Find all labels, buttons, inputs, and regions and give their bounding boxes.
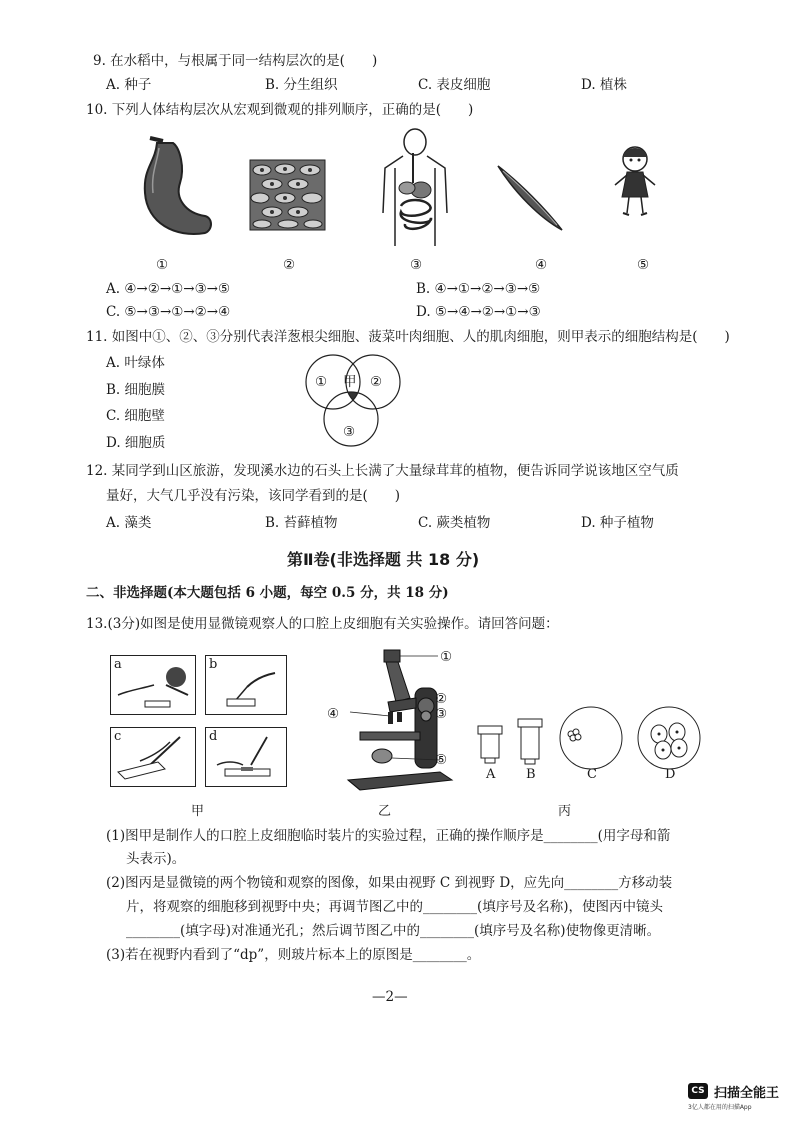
scanner-app-name: 扫描全能王	[714, 1086, 780, 1101]
procedure-panel-c	[110, 727, 196, 787]
figure-caption-yi: 乙	[378, 804, 392, 819]
q10-image-label-2: ②	[283, 257, 296, 273]
panel-letter-c: c	[114, 729, 122, 744]
objective-lens-a	[477, 725, 503, 765]
q13-sub2-line1: (2)图丙是显微镜的两个物镜和观察的图像，如果由视野 C 到视野 D，应先向________方移动装	[106, 875, 673, 891]
figure-caption-bing: 丙	[558, 804, 572, 819]
venn-label-1: ①	[315, 374, 328, 390]
q13-sub2-line3: ________(填字母)对准通光孔；然后调节图乙中的________(填序号及名称)使物像更清晰。	[126, 923, 661, 939]
girl-image	[610, 145, 660, 220]
panel-letter-b: b	[209, 657, 218, 672]
q11-option-c: C. 细胞壁	[106, 408, 165, 424]
q12-stem-line1: 12. 某同学到山区旅游，发现溪水边的石头上长满了大量绿茸茸的植物，便告诉同学说该地区空气质	[86, 463, 679, 479]
q9-stem: 9. 在水稻中，与根属于同一结构层次的是( )	[93, 53, 378, 69]
q12-option-d: D. 种子植物	[581, 515, 654, 531]
section2-description: 二、非选择题(本大题包括 6 小题，每空 0.5 分，共 18 分)	[86, 585, 449, 601]
microscope-label-1: ①	[440, 649, 453, 665]
venn-label-jia: 甲	[343, 374, 357, 390]
muscle-cell-image	[495, 163, 565, 233]
q13-sub3: (3)若在视野内看到了“dp”，则玻片标本上的原图是________。	[106, 947, 481, 963]
lens-label-d: D	[665, 767, 676, 782]
q13-stem: 13.(3分)如图是使用显微镜观察人的口腔上皮细胞有关实验操作。请回答问题：	[86, 616, 559, 632]
q11-option-b: B. 细胞膜	[106, 382, 166, 398]
q10-image-label-4: ④	[535, 257, 548, 273]
venn-label-3: ③	[343, 424, 356, 440]
lens-label-c: C	[587, 767, 597, 782]
q9-option-c: C. 表皮细胞	[418, 77, 491, 93]
section2-title: 第Ⅱ卷(非选择题 共 18 分)	[287, 550, 480, 569]
q12-option-b: B. 苔藓植物	[265, 515, 338, 531]
q11-stem: 11. 如图中①、②、③分别代表洋葱根尖细胞、菠菜叶肉细胞、人的肌肉细胞，则甲表示的细胞结构是( )	[86, 329, 730, 345]
scanner-app-tagline: 3亿人都在用的扫描App	[688, 1104, 752, 1111]
microscope-label-5: ⑤	[435, 752, 448, 768]
q10-option-c: C. ⑤→③→①→②→④	[106, 304, 231, 320]
field-of-view-c	[559, 706, 623, 770]
microscope-label-3: ③	[435, 706, 448, 722]
lens-label-a: A	[486, 767, 496, 782]
page-number: —2—	[372, 989, 408, 1005]
q10-option-a: A. ④→②→①→③→⑤	[106, 281, 231, 297]
q12-option-a: A. 藻类	[106, 515, 152, 531]
stomach-image	[135, 138, 215, 248]
lens-label-b: B	[526, 767, 536, 782]
q10-option-b: B. ④→①→②→③→⑤	[416, 281, 541, 297]
q12-stem-line2: 量好，大气几乎没有污染，该同学看到的是( )	[106, 488, 401, 504]
q10-option-d: D. ⑤→④→②→①→③	[416, 304, 541, 320]
q9-option-a: A. 种子	[106, 77, 152, 93]
q9-option-d: D. 植株	[581, 77, 627, 93]
q10-image-label-5: ⑤	[637, 257, 650, 273]
q10-image-label-1: ①	[156, 257, 169, 273]
microscope-label-2: ②	[435, 691, 448, 707]
q10-stem: 10. 下列人体结构层次从宏观到微观的排列顺序，正确的是( )	[86, 102, 474, 118]
q13-sub1-line2: 头表示)。	[126, 851, 186, 867]
figure-caption-jia: 甲	[191, 804, 205, 819]
q12-option-c: C. 蕨类植物	[418, 515, 491, 531]
q13-sub1-line1: (1)图甲是制作人的口腔上皮细胞临时装片的实验过程，正确的操作顺序是________(用字母和箭	[106, 828, 671, 844]
q11-option-d: D. 细胞质	[106, 435, 166, 451]
panel-letter-a: a	[114, 657, 122, 672]
procedure-panel-a	[110, 655, 196, 715]
tissue-image	[250, 160, 325, 230]
q10-image-label-3: ③	[410, 257, 423, 273]
q13-sub2-line2: 片，将观察的细胞移到视野中央；再调节图乙中的________(填序号及名称)，使图丙中镜头	[126, 899, 664, 915]
scanner-logo-icon: CS	[688, 1083, 708, 1099]
q9-option-b: B. 分生组织	[265, 77, 338, 93]
objective-lens-b	[517, 718, 543, 766]
human-body-system-image	[375, 128, 455, 253]
panel-letter-d: d	[209, 729, 218, 744]
venn-label-2: ②	[370, 374, 383, 390]
venn-diagram	[298, 352, 413, 457]
q11-option-a: A. 叶绿体	[106, 355, 165, 371]
microscope-label-4: ④	[327, 706, 340, 722]
field-of-view-d	[637, 706, 701, 770]
